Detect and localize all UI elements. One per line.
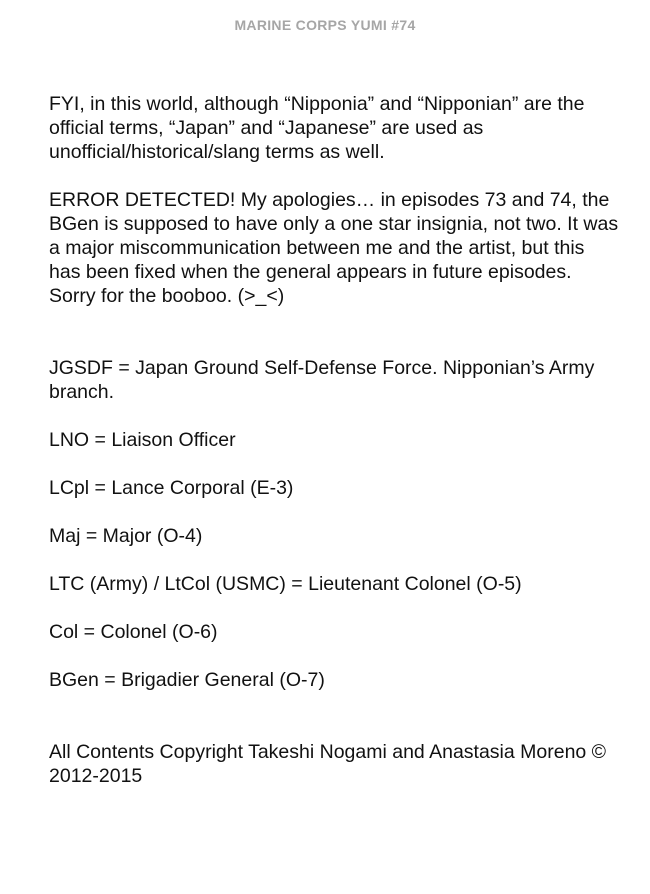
glossary-item-col: Col = Colonel (O-6) [49, 621, 218, 643]
glossary-item-maj: Maj = Major (O-4) [49, 525, 203, 547]
page-header-title: MARINE CORPS YUMI #74 [234, 17, 416, 33]
document-body [49, 92, 619, 788]
glossary-item-jgsdf: JGSDF = Japan Ground Self-Defense Force. Nipponian’s Army branch. [49, 357, 595, 403]
copyright-notice: All Contents Copyright Takeshi Nogami and Anastasia Moreno © 2012-2015 [49, 741, 607, 787]
glossary-item-lno: LNO = Liaison Officer [49, 429, 236, 451]
error-notice-paragraph: ERROR DETECTED! My apologies… in episodes 73 and 74, the BGen is supposed to have only a one star insignia, not two. It was a major miscommunication between me and the artist, but this has been fixed when the general appears in future episodes. Sorry for the booboo. (>_<) [49, 189, 619, 307]
glossary-item-ltc: LTC (Army) / LtCol (USMC) = Lieutenant Colonel (O-5) [49, 573, 522, 595]
fyi-paragraph: FYI, in this world, although “Nipponia” and “Nipponian” are the official terms, “Japan” and “Japanese” are used as unofficial/historical/slang terms as well. [49, 93, 585, 163]
glossary-item-bgen: BGen = Brigadier General (O-7) [49, 669, 325, 691]
glossary-item-lcpl: LCpl = Lance Corporal (E-3) [49, 477, 294, 499]
